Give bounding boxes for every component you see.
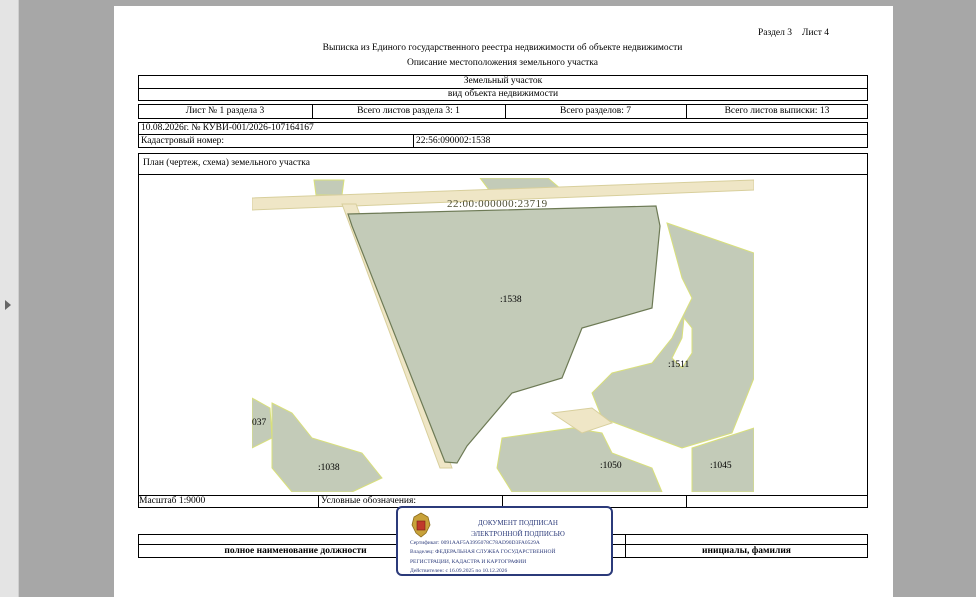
document-ref: 10.08.2026г. № КУВИ-001/2026-107164167 [141,123,314,133]
e-signature-stamp [396,506,613,576]
stamp-line1: ДОКУМЕНТ ПОДПИСАН [478,519,558,527]
cadastral-label: Кадастровый номер: [141,136,225,146]
object-type: Земельный участок [463,76,543,86]
parcel-label-1538: :1538 [500,295,522,305]
map-scale: Масштаб 1:9000 [139,496,206,506]
plan-label: План (чертеж, схема) земельного участка [143,158,310,168]
stamp-line2: ЭЛЕКТРОННОЙ ПОДПИСЬЮ [471,530,565,538]
parcel-label-1045: :1045 [710,461,732,471]
cadastral-row [138,134,868,148]
sheet-number: Лист 4 [802,28,830,38]
name-caption: инициалы, фамилия [702,546,791,556]
viewer-side-panel [0,0,19,597]
total-sections: Всего разделов: 7 [559,106,631,116]
stamp-certificate: Сертификат: 0091AAF5A3995078C78AD90D3FA0529A [410,540,540,546]
legend-label: Условные обозначения: [321,496,417,506]
total-section-sheets: Всего листов раздела 3: 1 [357,106,460,116]
total-extract-sheets: Всего листов выписки: 13 [724,106,830,116]
sheet-of-section: Лист № 1 раздела 3 [185,106,265,116]
document-subtitle: Описание местоположения земельного участка [406,58,599,68]
object-type-caption: вид объекта недвижимости [447,89,559,99]
expand-panel-arrow-icon[interactable] [5,300,11,310]
stamp-valid: Действителен: с 16.09.2025 по 10.12.2026 [410,568,508,574]
position-caption: полное наименование должности [224,546,367,556]
coat-of-arms-icon [408,511,434,539]
parcel-label-037: 037 [252,418,267,428]
parcel-1538 [348,206,660,463]
document-title: Выписка из Единого государственного реестра недвижимости об объекте недвижимости [322,43,683,53]
parcel-label-1511: :1511 [668,360,690,370]
parcel-label-1038: :1038 [318,463,340,473]
road-cadastral-label: 22:00:000000:23719 [447,198,548,210]
parcel-top-left [314,180,344,195]
parcel-map [252,178,754,492]
parcel-1050 [497,428,662,492]
section-number: Раздел 3 [758,28,792,38]
cadastral-number: 22:56:090002:1538 [416,136,491,146]
stamp-owner-1: Владелец: ФЕДЕРАЛЬНАЯ СЛУЖБА ГОСУДАРСТВЕННОЙ [410,549,556,555]
parcel-label-1050: :1050 [600,461,622,471]
viewer-background-left [19,0,114,597]
viewer-background-right [893,0,976,597]
parcel-1038 [272,403,382,492]
stamp-owner-2: РЕГИСТРАЦИИ, КАДАСТРА И КАРТОГРАФИИ [410,559,527,565]
